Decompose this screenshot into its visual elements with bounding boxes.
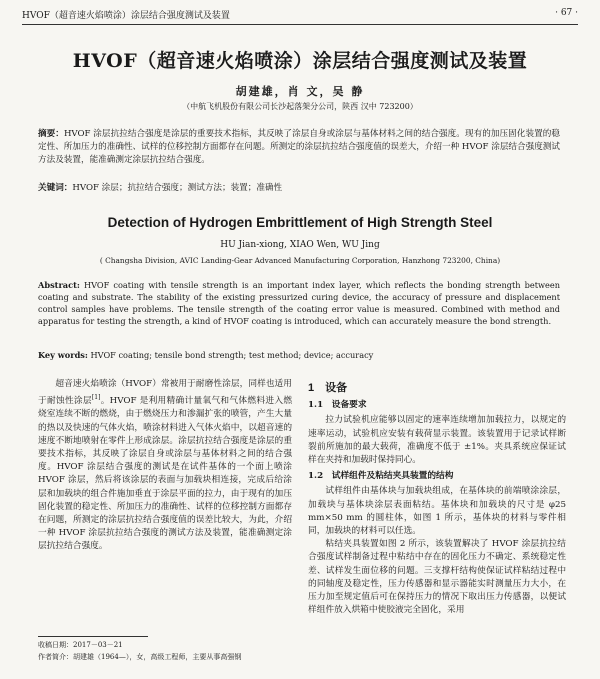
section-heading-1: 1 设备 (308, 382, 348, 394)
running-head-title: HVOF（超音速火焰喷涂）涂层结合强度测试及装置 (22, 11, 230, 21)
paragraph-1-3: 粘结夹具装置如图 2 所示，该装置解决了 HVOF 涂层抗拉结合强度试样制备过程中粘结中存在的固化压力不确定、系统稳定性差、试样发生面位移的问题。三支撑杆结构使保证试样粘结过程中的同轴度及稳定性，压力传感器和显示器能实时测量压力大小，在压力加至规定值后可在保持压力的情况下取出压力传感器，以便试样组件放入烘箱中使胶液完全固化，采用 (308, 539, 566, 616)
keywords-chinese-label: 关键词： (38, 183, 73, 193)
abstract-chinese (38, 128, 560, 167)
subsection-heading-1-2: 1.2 试样组件及粘结夹具装置的结构 (308, 471, 454, 482)
paragraph-1-1: 拉力试验机应能够以固定的速率连续增加加载拉力，以规定的速率运动，试验机应安装有载荷显示装置。该装置用于记录试样断裂前所施加的最大载荷，准确度不低于 ±1%。夹具系统应保证试样在夹持和加载时保持同心。 (308, 415, 566, 466)
intro-text-part-1: 超音速火焰喷涂（HVOF）常被用于耐磨性涂层，同样也适用于耐蚀性涂层 (38, 379, 292, 407)
running-head (22, 8, 578, 25)
citation-1: [1] (91, 394, 101, 402)
keywords-english-label: Key words: (38, 350, 88, 360)
title-english: Detection of Hydrogen Embrittlement of High Strength Steel (107, 215, 493, 230)
authors-english: HU Jian-xiong, XIAO Wen, WU Jing (220, 240, 380, 250)
title-chinese: HVOF（超音速火焰喷涂）涂层结合强度测试及装置 (72, 50, 528, 72)
page-number: · 67 · (555, 8, 578, 18)
abstract-chinese-label: 摘要： (38, 129, 64, 139)
footnote-divider (38, 636, 148, 637)
abstract-english-text: HVOF coating with tensile strength is an important index layer, which reflects the bonding strength between coating and substrate. The stability of the existing pressurized curing device, the accuracy of pressure and displacement control samples have problems. The tensile strength of the coating error value is measured. Combined with method and apparatus for testing the strength, a kind of HVOF coating is introduced, which can accurately measure the bond strength. (38, 280, 560, 326)
abstract-english (38, 279, 560, 327)
body-column-left (38, 378, 292, 554)
intro-paragraph (38, 378, 292, 554)
subsection-heading-1-1: 1.1 设备要求 (308, 400, 367, 411)
paragraph-1-2: 试样组件由基体块与加载块组成，在基体块的前端喷涂涂层，加载块与基体块涂层表面粘结。基体块和加载块的尺寸是 φ25 mm×50 mm 的圆柱体，如图 1 所示，基体块的材料与零件相同，加载块的材料可以任选。 (308, 486, 566, 537)
footnote-received: 收稿日期：2017－03－21 (38, 641, 123, 649)
abstract-english-label: Abstract: (38, 280, 80, 290)
abstract-chinese-text: HVOF 涂层抗拉结合强度是涂层的重要技术指标，其反映了涂层自身或涂层与基体材料之间的结合强度。现有的加压固化装置的稳定性、所加压力的准确性、试样的位移控制方面都存在问题。所测定的涂层抗拉结合强度值的误差大，介绍一种 HVOF 涂层结合强度测试方法及装置，能准确测定涂层抗拉结合强度。 (38, 129, 560, 165)
affiliation-chinese: （中航飞机股份有限公司长沙起落架分公司，陕西 汉中 723200） (182, 102, 418, 111)
affiliation-english: ( Changsha Division, AVIC Landing-Gear Advanced Manufacturing Corporation, Hanzhong 723200, China) (99, 256, 501, 265)
keywords-english-text: HVOF coating; tensile bond strength; test method; device; accuracy (87, 350, 374, 360)
footnote-author-bio: 作者简介：胡建雄（1964—），女，高级工程师，主要从事高强钢 (38, 653, 242, 661)
authors-chinese: 胡建雄，肖 文，吴 静 (235, 85, 365, 98)
body-column-right (308, 378, 566, 617)
keywords-chinese (38, 181, 560, 193)
intro-text-part-2: 。HVOF 是利用精确计量氧气和气体燃料进入燃烧室连续不断的燃烧，由于燃烧压力和渗漏扩张的喷管，产生大量的热以及快速的气体火焰，喷涂材料进入气体火焰中，以超音速的速度不断地喷射在零件上形成涂层。涂层抗拉结合强度是涂层的重要技术指标，其反映了涂层自身或涂层与基体材料之间的结合强度。HVOF 涂层结合强度的测试是在试件基体的一个面上喷涂 HVOF 涂层，然后将该涂层的表面与加载块相连接，完成后给涂层和加载块的组合件施加垂直于涂层平面的拉力，由于现有的加压固化装置的稳定性、所加压力的准确性、试样的位移控制方面都存在问题，所测定的涂层抗拉结合强度值的误差比较大，为此，介绍一种 HVOF 涂层抗拉结合强度的测试方法及装置，能准确测定涂层抗拉结合强度。 (38, 396, 293, 552)
keywords-english (38, 350, 560, 360)
keywords-chinese-text: HVOF 涂层；抗拉结合强度；测试方法；装置；准确性 (72, 183, 283, 193)
